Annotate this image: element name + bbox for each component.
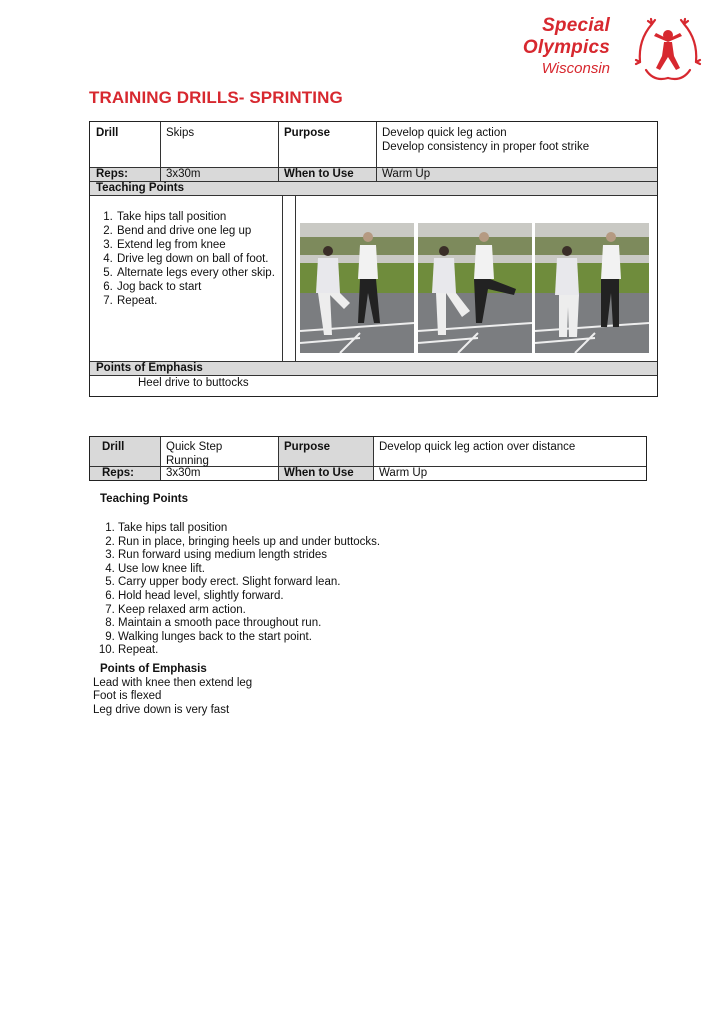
emphasis-line: Leg drive down is very fast [93, 703, 230, 716]
purpose-line: Develop consistency in proper foot strike [382, 141, 590, 153]
teaching-points-list [97, 522, 380, 658]
drill-label: Drill [96, 127, 119, 139]
when-value: Warm Up [382, 168, 431, 180]
list-item: 7. Repeat. [116, 294, 276, 308]
list-item: 4. Drive leg down on ball of foot. [116, 252, 276, 266]
drill-table-quick-step [89, 436, 647, 481]
list-item: 7. Keep relaxed arm action. [118, 604, 380, 618]
drill-photos [300, 223, 649, 353]
list-item: 1. Take hips tall position [116, 210, 276, 224]
reps-label: Reps: [96, 168, 128, 180]
teaching-points-label: Teaching Points [96, 182, 184, 194]
logo-text-wisconsin: Wisconsin [541, 60, 610, 77]
points-of-emphasis-section [93, 663, 252, 717]
when-label: When to Use [284, 168, 354, 180]
purpose-value: Develop quick leg action over distance [379, 441, 576, 453]
special-olympics-emblem-icon [630, 10, 706, 84]
list-item: 6. Jog back to start [116, 280, 276, 294]
list-item: 9. Walking lunges back to the start point. [118, 631, 380, 645]
drill-value-line: Running [166, 455, 209, 467]
reps-value: 3x30m [166, 168, 201, 180]
drill-value-line: Quick Step [166, 441, 223, 453]
teaching-points-label: Teaching Points [100, 493, 188, 505]
drill-value: Skips [166, 127, 195, 139]
when-value: Warm Up [379, 467, 428, 479]
emphasis-line: Foot is flexed [93, 690, 162, 703]
skip-photo-2 [418, 223, 532, 353]
when-label: When to Use [284, 467, 354, 479]
list-item: 5. Carry upper body erect. Slight forward lean. [118, 576, 380, 590]
points-of-emphasis-label: Points of Emphasis [96, 362, 203, 374]
logo-text-special: Special [542, 15, 610, 36]
points-of-emphasis-label: Points of Emphasis [100, 663, 207, 675]
list-item: 10. Repeat. [118, 644, 380, 658]
purpose-label: Purpose [284, 127, 331, 139]
list-item: 8. Maintain a smooth pace throughout run. [118, 617, 380, 631]
skip-photo-1 [300, 223, 414, 353]
list-item: 5. Alternate legs every other skip. [116, 266, 276, 280]
drill-label: Drill [102, 441, 125, 453]
emphasis-line: Lead with knee then extend leg [93, 676, 253, 689]
purpose-value [376, 124, 656, 156]
list-item: 3. Run forward using medium length strides [118, 549, 380, 563]
purpose-label: Purpose [284, 441, 331, 453]
reps-value: 3x30m [166, 467, 201, 479]
list-item: 6. Hold head level, slightly forward. [118, 590, 380, 604]
teaching-points-list [90, 208, 282, 310]
list-item: 2. Bend and drive one leg up [116, 224, 276, 238]
list-item: 1. Take hips tall position [118, 522, 380, 536]
reps-label: Reps: [102, 467, 134, 479]
list-item: 3. Extend leg from knee [116, 238, 276, 252]
list-item: 4. Use low knee lift. [118, 563, 380, 577]
purpose-line: Develop quick leg action [382, 127, 507, 139]
page-title: TRAINING DRILLS- SPRINTING [89, 88, 343, 107]
drill-table-skips [89, 121, 658, 397]
teaching-points-section [97, 493, 380, 658]
logo-text-olympics: Olympics [522, 37, 610, 58]
list-item: 2. Run in place, bringing heels up and under buttocks. [118, 536, 380, 550]
points-of-emphasis-text: Heel drive to buttocks [138, 377, 249, 389]
skip-photo-3 [535, 223, 649, 353]
special-olympics-logo [500, 10, 710, 84]
